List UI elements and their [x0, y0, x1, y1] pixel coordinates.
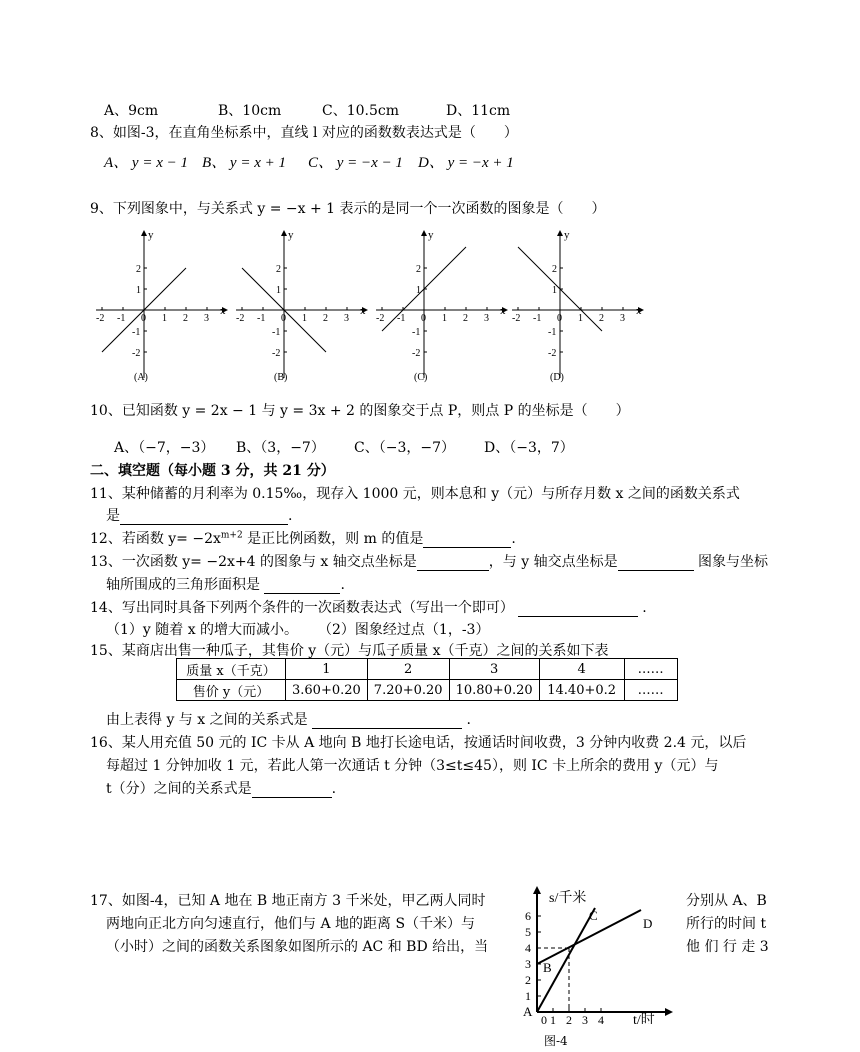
graph-d-svg: [508, 228, 648, 383]
q9-graph-d: [508, 228, 648, 387]
q10-stem: 10、已知函数 y = 2x − 1 与 y = 3x + 2 的图象交于点 P，则点 P 的坐标是（ ）: [90, 403, 630, 419]
table-cell: ……: [624, 680, 677, 701]
q11-prefix: 是: [106, 508, 120, 524]
q10-option-b: B、（3，−7）: [236, 440, 325, 456]
q11-line2: [106, 505, 292, 525]
y-axis-arrow: [141, 230, 147, 236]
y-axis-label: y: [564, 229, 570, 241]
q13-y-intercept-blank[interactable]: [618, 556, 694, 571]
q14-period: .: [637, 600, 647, 616]
table-row: [177, 659, 678, 680]
x-axis-label: x: [360, 305, 366, 317]
q14-answer-blank[interactable]: [518, 602, 638, 617]
fig4-y-tick-5: 5: [525, 925, 531, 939]
q15-answer-blank[interactable]: [312, 714, 462, 729]
x-tick-label: -1: [117, 313, 126, 324]
q16-line2: 每超过 1 分钟加收 1 元，若此人第一次通话 t 分钟（3≤t≤45），则 IC 卡上所余的费用 y（元）与: [106, 758, 719, 774]
q9-graph-a: [92, 228, 232, 387]
fig4-y-tick-2: 2: [525, 973, 531, 987]
y-tick-label: -1: [132, 327, 141, 338]
q11-line1: 11、某种储蓄的月利率为 0.15‰，现存入 1000 元，则本息和 y（元）与所存月数 x 之间的函数关系式: [90, 486, 740, 502]
q12-line: [90, 528, 516, 548]
q17-line3-right: 他 们 行 走 3: [686, 939, 769, 955]
fig4-x-tick-2: 2: [566, 1013, 572, 1024]
y-axis-label: y: [428, 229, 434, 241]
fig4-point-b: B: [543, 960, 552, 975]
x-tick-label: 3: [344, 313, 349, 324]
table-cell: 10.80+0.20: [449, 680, 539, 701]
q12-answer-blank[interactable]: [423, 533, 511, 548]
y-tick-label: 2: [416, 264, 421, 275]
q15-line1: 15、某商店出售一种瓜子，其售价 y（元）与瓜子质量 x（千克）之间的关系如下表: [90, 643, 609, 659]
x-tick-label: 0: [557, 313, 562, 324]
fig4-x-tick-4: 4: [598, 1013, 604, 1024]
graph-c-svg: [372, 228, 512, 383]
q8-option-b: B、 y = x + 1: [202, 155, 286, 171]
y-tick-label: -2: [272, 348, 281, 359]
table-cell: 4: [539, 659, 624, 680]
y-axis-arrow: [421, 230, 427, 236]
x-tick-label: 2: [323, 313, 328, 324]
q8-option-c: C、 y = −x − 1: [308, 155, 403, 171]
fig4-x-tick-0: 0: [541, 1013, 547, 1024]
x-tick-label: 2: [463, 313, 468, 324]
table-cell: 3.60+0.20: [286, 680, 368, 701]
y-tick-label: -2: [548, 348, 557, 359]
q9-graph-c: [372, 228, 512, 387]
fig4-point-c: C: [589, 908, 598, 923]
q8-option-a: A、 y = x − 1: [104, 155, 188, 171]
y-tick-label: -2: [132, 348, 141, 359]
x-tick-label: 1: [302, 313, 307, 324]
q14-cond2: （2）图象经过点（1，-3）: [318, 622, 490, 638]
q17-line2-left: 两地向正北方向匀速直行，他们与 A 地的距离 S（千米）与: [106, 916, 476, 932]
q14-cond1: （1）y 随着 x 的增大而减小。: [106, 622, 299, 638]
q16-line3-text: t（分）之间的关系式是: [106, 781, 252, 797]
q13-area-blank[interactable]: [264, 579, 340, 594]
x-tick-label: 3: [620, 313, 625, 324]
x-tick-label: 1: [442, 313, 447, 324]
y-tick-label: 2: [552, 264, 557, 275]
q8-stem: 8、如图-3，在直角坐标系中，直线 l 对应的函数数表达式是（ ）: [90, 125, 518, 141]
x-tick-label: -2: [236, 313, 245, 324]
q11-period: .: [288, 508, 293, 524]
q16-answer-blank[interactable]: [252, 783, 332, 798]
y-axis-arrow: [281, 230, 287, 236]
q13-x-intercept-blank[interactable]: [417, 556, 489, 571]
x-tick-label: 1: [578, 313, 583, 324]
q15-period: .: [462, 712, 471, 728]
x-tick-label: -1: [533, 313, 542, 324]
y-axis-label: y: [288, 229, 294, 241]
q11-answer-blank[interactable]: [120, 510, 288, 525]
y-tick-label: 1: [416, 285, 421, 296]
q16-period: .: [331, 781, 337, 797]
q8-option-d: D、 y = −x + 1: [418, 155, 514, 171]
q13-line2: [106, 574, 345, 594]
table-cell: 7.20+0.20: [367, 680, 449, 701]
table-cell: ……: [624, 659, 677, 680]
q16-line1: 16、某人用充值 50 元的 IC 卡从 A 地向 B 地打长途电话，按通话时间收费，3 分钟内收费 2.4 元，以后: [90, 735, 747, 751]
x-tick-label: 3: [204, 313, 209, 324]
y-tick-label: 1: [552, 285, 557, 296]
x-tick-label: -2: [376, 313, 385, 324]
x-tick-label: 1: [162, 313, 167, 324]
q15-line-after: [106, 709, 471, 729]
q17-line1-right: 分别从 A、B: [686, 893, 767, 909]
q13-part3: 图象与坐标: [693, 554, 769, 570]
q13-part1: 13、一次函数 y= −2x+4 的图象与 x 轴交点坐标是: [90, 554, 417, 570]
y-axis-arrow: [557, 230, 563, 236]
q13-line1: [90, 551, 768, 571]
graph-b-svg: [232, 228, 372, 383]
x-tick-label: 0: [141, 313, 146, 324]
table-cell: 3: [449, 659, 539, 680]
fig4-y-arrow: [533, 886, 541, 894]
x-axis-label: x: [220, 305, 226, 317]
q10-option-c: C、（−3，−7）: [354, 440, 455, 456]
x-tick-label: 2: [183, 313, 188, 324]
fig4-y-ticks: [525, 909, 541, 1003]
q17-line2-right: 所行的时间 t: [686, 916, 767, 932]
q12-suffix: 是正比例函数，则 m 的值是: [242, 531, 424, 547]
graph-a-svg: [92, 228, 232, 383]
fig4-x-ticks: [541, 1008, 604, 1024]
y-tick-label: -1: [548, 327, 557, 338]
x-tick-label: -1: [257, 313, 266, 324]
q12-exponent: m+2: [220, 530, 243, 541]
fig4-x-label: t/时: [633, 1013, 655, 1024]
table-cell: 14.40+0.2: [539, 680, 624, 701]
q17-line1-left: 17、如图-4，已知 A 地在 B 地正南方 3 千米处，甲乙两人同时: [90, 893, 486, 909]
q17-line3-left: （小时）之间的函数关系图象如图所示的 AC 和 BD 给出，当: [106, 939, 489, 955]
y-tick-label: 1: [276, 285, 281, 296]
y-tick-label: -2: [412, 348, 421, 359]
figure4: [515, 884, 680, 1028]
x-tick-label: 0: [421, 313, 426, 324]
fig4-point-a: A: [523, 1004, 533, 1019]
y-tick-label: 1: [136, 285, 141, 296]
table-header-price: 售价 y（元）: [177, 680, 286, 701]
q7-option-c: C、10.5cm: [322, 103, 399, 119]
y-tick-label: 2: [276, 264, 281, 275]
y-axis-label: y: [148, 229, 154, 241]
x-axis-label: x: [636, 305, 642, 317]
x-axis-label: x: [500, 305, 506, 317]
q7-option-a: A、9cm: [104, 103, 159, 119]
q7-option-b: B、10cm: [218, 103, 282, 119]
q7-option-d: D、11cm: [446, 103, 511, 119]
y-tick-label: 2: [136, 264, 141, 275]
x-tick-label: -2: [512, 313, 521, 324]
graph-label: (C): [414, 372, 428, 383]
x-tick-label: 0: [281, 313, 286, 324]
figure4-svg: [515, 884, 680, 1024]
y-tick-label: -1: [272, 327, 281, 338]
fig4-y-tick-3: 3: [525, 957, 531, 971]
fig4-y-tick-4: 4: [525, 941, 531, 955]
q12-period: .: [511, 531, 516, 547]
fig4-x-tick-1: 1: [550, 1013, 556, 1024]
graph-label: (A): [134, 372, 148, 383]
figure4-caption: 图-4: [544, 1034, 568, 1048]
fig4-point-d: D: [643, 916, 653, 931]
q13-period: .: [340, 577, 345, 593]
q9-stem: 9、下列图象中，与关系式 y = −x + 1 表示的是同一个一次函数的图象是（ ）: [90, 201, 606, 217]
x-tick-label: -2: [96, 313, 105, 324]
q14-text: 14、写出同时具备下列两个条件的一次函数表达式（写出一个即可）: [90, 600, 514, 616]
table-row: [177, 680, 678, 701]
x-tick-label: -1: [397, 313, 406, 324]
table-cell: 1: [286, 659, 368, 680]
x-tick-label: 2: [599, 313, 604, 324]
table-header-mass: 质量 x（千克）: [177, 659, 286, 680]
q10-option-d: D、（−3，7）: [484, 440, 574, 456]
fig4-y-label: s/千米: [549, 891, 587, 906]
fig4-x-tick-3: 3: [582, 1013, 588, 1024]
q15-price-table: [176, 658, 678, 701]
x-tick-label: 3: [484, 313, 489, 324]
fig4-y-tick-1: 1: [525, 989, 531, 1003]
q14-line1: [90, 597, 647, 617]
graph-label: (B): [274, 372, 288, 383]
graph-label: (D): [550, 372, 564, 383]
q13-line2-text: 轴所围成的三角形面积是: [106, 577, 265, 593]
q13-part2: ，与 y 轴交点坐标是: [488, 554, 618, 570]
table-cell: 2: [367, 659, 449, 680]
q9-graph-b: [232, 228, 372, 387]
fig4-y-tick-6: 6: [525, 909, 531, 923]
q10-option-a: A、（−7，−3）: [114, 440, 215, 456]
y-tick-label: -1: [412, 327, 421, 338]
section2-title: 二、填空题（每小题 3 分，共 21 分）: [90, 463, 335, 479]
q12-prefix: 12、若函数 y= −2x: [90, 531, 221, 547]
q15-after-text: 由上表得 y 与 x 之间的关系式是: [106, 712, 313, 728]
fig4-x-arrow: [665, 1008, 673, 1016]
q16-line3: [106, 778, 336, 798]
